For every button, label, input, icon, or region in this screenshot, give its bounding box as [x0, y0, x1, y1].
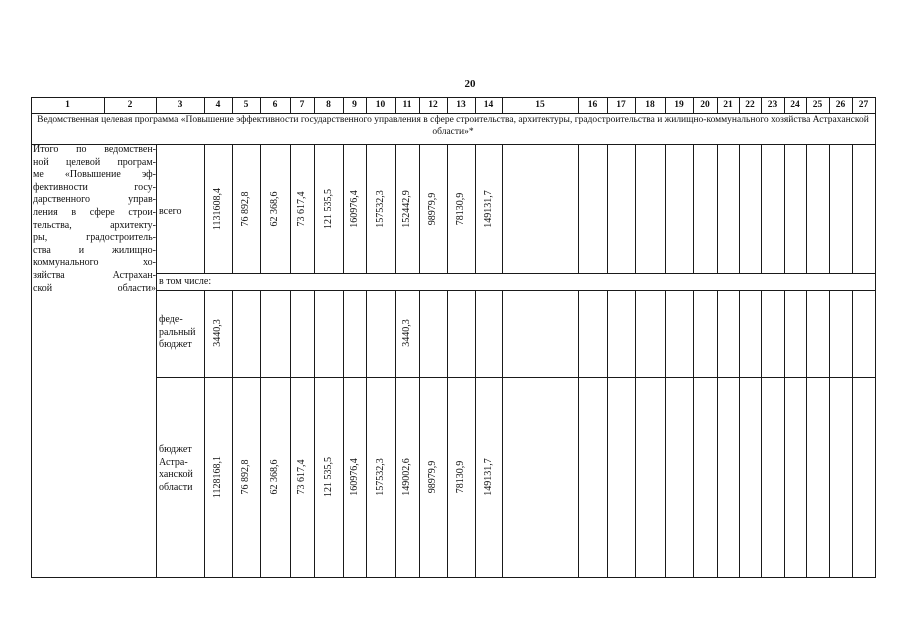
row-label-line: ства и жилищно- — [33, 244, 156, 256]
program-title: Ведомственная целевая программа «Повышение эффективности государственного управления в сфере строительства, архитектуры, градостроительства и жилищно-коммунального хозяйства Астраханской области»* — [37, 115, 869, 137]
rule-v — [260, 290, 261, 577]
regional-label-line: бюджет — [159, 444, 192, 455]
regional-label — [159, 444, 203, 494]
regional-value: 73 617,4 — [296, 459, 307, 495]
rule-v — [232, 144, 233, 273]
rule-bottom — [31, 577, 876, 578]
rule-v — [290, 144, 291, 273]
rule-v — [739, 144, 740, 273]
regional-label-line: Астра- — [159, 456, 188, 468]
rule-v — [607, 144, 608, 273]
rule-v — [578, 144, 579, 273]
rule-v — [475, 144, 476, 273]
column-number: 3 — [177, 100, 183, 110]
rule-v — [204, 144, 205, 273]
federal-label-line: бюджет — [159, 339, 192, 351]
column-number: 5 — [243, 100, 249, 110]
rule-v — [717, 290, 718, 577]
column-number: 14 — [483, 100, 494, 110]
rule-v — [502, 144, 503, 273]
rule-v — [314, 290, 315, 577]
rule-v — [314, 144, 315, 273]
federal-value: 3440,3 — [212, 319, 223, 347]
regional-value: 62 368,6 — [269, 459, 280, 495]
column-number: 18 — [645, 100, 655, 110]
rule-v — [290, 290, 291, 577]
total-value: 149131,7 — [482, 190, 494, 228]
column-number: 11 — [402, 100, 412, 110]
column-number: 7 — [299, 100, 305, 110]
column-number: 2 — [127, 100, 133, 110]
row-label-line: ления в сфере строи- — [33, 206, 156, 218]
column-number: 8 — [326, 100, 331, 110]
column-number: 15 — [535, 100, 545, 110]
rule-v — [829, 144, 830, 273]
regional-value: 121 535,5 — [322, 457, 334, 497]
column-number: 20 — [700, 100, 710, 110]
rule-including — [156, 290, 876, 291]
total-value: 1131608,4 — [212, 187, 223, 231]
federal-label — [159, 314, 203, 352]
column-number: 19 — [674, 100, 684, 110]
regional-value: 160976,4 — [348, 458, 360, 496]
rule-v — [343, 290, 344, 577]
column-number: 26 — [835, 100, 846, 110]
rule-v — [31, 97, 32, 578]
federal-value: 3440,3 — [401, 319, 412, 347]
total-value: 76 892,8 — [240, 191, 251, 227]
rule-v — [156, 144, 157, 577]
page-number: 20 — [464, 78, 476, 90]
federal-label-line: феде- — [159, 314, 183, 325]
regional-label-line: ханской — [159, 469, 193, 481]
column-number: 10 — [375, 100, 386, 110]
regional-value: 149131,7 — [482, 458, 494, 496]
regional-value: 157532,3 — [374, 458, 386, 496]
rule-v — [665, 290, 666, 577]
regional-label-line: области — [159, 481, 193, 493]
rule-v — [232, 290, 233, 577]
rule-v — [366, 144, 367, 273]
column-number: 25 — [812, 100, 823, 110]
rule-title — [31, 144, 876, 145]
rule-v — [761, 290, 762, 577]
rule-v — [447, 144, 448, 273]
column-number: 9 — [352, 100, 357, 110]
rule-v — [829, 290, 830, 577]
rule-v — [784, 290, 785, 577]
column-number: 4 — [215, 100, 221, 110]
rule-v — [806, 144, 807, 273]
regional-value: 149002,6 — [401, 458, 412, 496]
rule-v — [784, 144, 785, 273]
total-value: 62 368,6 — [269, 191, 280, 227]
rule-v — [419, 144, 420, 273]
regional-value: 98979,9 — [427, 460, 438, 494]
row-label-line: Итого по ведомствен- — [33, 144, 156, 155]
column-number: 1 — [65, 100, 70, 110]
rule-v — [419, 290, 420, 577]
rule-v — [806, 290, 807, 577]
total-value: 157532,3 — [374, 190, 386, 228]
rule-v — [739, 290, 740, 577]
rule-v — [447, 290, 448, 577]
row-label-line: ной целевой програм- — [33, 156, 156, 168]
rule-v — [204, 290, 205, 577]
rule-v — [366, 290, 367, 577]
federal-label-line: ральный — [159, 326, 196, 338]
rule-federal — [156, 377, 876, 378]
regional-value: 76 892,8 — [240, 459, 251, 495]
total-value: 73 617,4 — [296, 191, 307, 227]
column-number: 13 — [456, 100, 466, 110]
regional-value: 78130,9 — [455, 460, 466, 494]
column-number: 27 — [858, 100, 869, 110]
total-value: 98979,9 — [427, 192, 438, 226]
rule-v — [475, 290, 476, 577]
total-label: всего — [159, 206, 182, 217]
row-label-line: зяйства Астрахан- — [33, 269, 156, 281]
column-number: 22 — [745, 100, 755, 110]
rule-v — [852, 290, 853, 577]
total-value: 152442,9 — [401, 190, 412, 228]
rule-v — [693, 290, 694, 577]
row-label-line: фективности госу- — [33, 181, 156, 193]
row-label-line: ской области» — [33, 282, 156, 294]
column-number: 16 — [587, 100, 598, 110]
column-number: 24 — [790, 100, 800, 110]
rule-v — [693, 144, 694, 273]
rule-v — [635, 290, 636, 577]
total-value: 160976,4 — [348, 190, 360, 228]
rule-v — [578, 290, 579, 577]
rule-v — [343, 144, 344, 273]
rule-v — [260, 144, 261, 273]
column-number: 21 — [723, 100, 733, 110]
rule-v — [635, 144, 636, 273]
rule-v — [761, 144, 762, 273]
rule-v — [717, 144, 718, 273]
rule-v — [852, 144, 853, 273]
rule-v — [502, 290, 503, 577]
column-number: 23 — [767, 100, 778, 110]
total-value: 121 535,5 — [322, 189, 334, 229]
including-label: в том числе: — [159, 276, 212, 287]
row-label-line: коммунального хо- — [33, 257, 156, 269]
column-number: 12 — [428, 100, 438, 110]
row-label-line: ры, градостроитель- — [33, 232, 156, 244]
rule-total — [156, 273, 876, 274]
rule-v — [665, 144, 666, 273]
row-label-line: дарственного управ- — [33, 194, 156, 206]
row-label-line: тельства, архитекту- — [33, 219, 156, 231]
column-number: 17 — [616, 100, 626, 110]
row-label — [33, 144, 156, 295]
rule-v — [875, 97, 876, 578]
rule-v — [607, 290, 608, 577]
rule-v — [395, 290, 396, 577]
regional-value: 1128168,1 — [212, 455, 223, 499]
column-number: 6 — [272, 100, 278, 110]
row-label-line: ме «Повышение эф- — [33, 169, 156, 181]
rule-v — [395, 144, 396, 273]
total-value: 78130,9 — [455, 192, 466, 226]
